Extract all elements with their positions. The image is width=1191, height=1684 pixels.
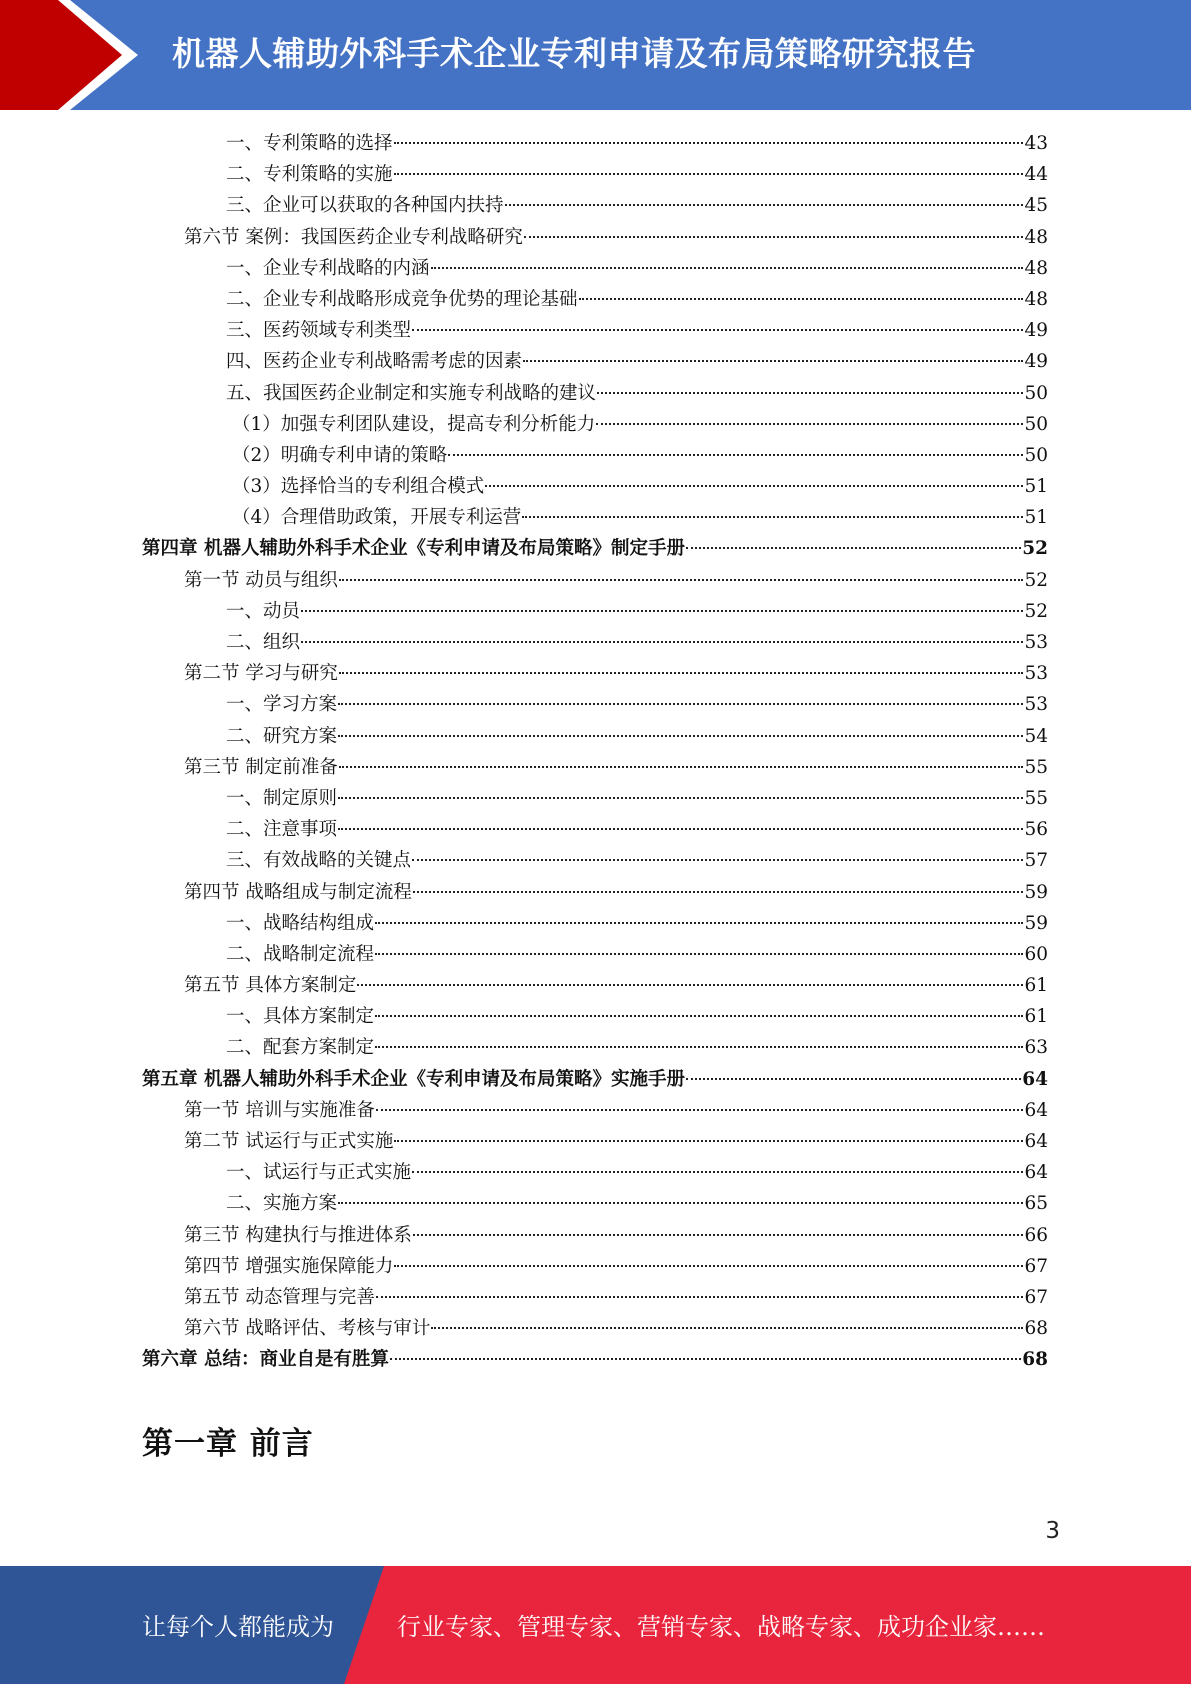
- toc-entry-title: 二、注意事项: [226, 819, 338, 841]
- toc-entry[interactable]: [142, 845, 1048, 876]
- toc-entry-page: 44: [1024, 164, 1048, 186]
- toc-entry[interactable]: [142, 1251, 1048, 1282]
- toc-dot-leader: [376, 1109, 1024, 1111]
- toc-entry[interactable]: [142, 1344, 1048, 1375]
- toc-entry[interactable]: [142, 627, 1048, 658]
- toc-dot-leader: [390, 1358, 1021, 1360]
- toc-dot-leader: [301, 641, 1023, 643]
- toc-entry-page: 50: [1024, 413, 1048, 435]
- toc-entry-page: 54: [1024, 725, 1048, 747]
- page-number: 3: [1045, 1518, 1060, 1544]
- page-header: [0, 0, 1191, 110]
- toc-entry-title: 三、有效战略的关键点: [226, 850, 412, 872]
- toc-dot-leader: [339, 579, 1024, 581]
- toc-entry-title: （4）合理借助政策，开展专利运营: [232, 507, 522, 529]
- toc-entry[interactable]: [142, 939, 1048, 970]
- toc-dot-leader: [524, 236, 1024, 238]
- toc-entry-page: 45: [1024, 195, 1048, 217]
- toc-dot-leader: [596, 423, 1023, 425]
- toc-dot-leader: [523, 360, 1023, 362]
- toc-dot-leader: [448, 454, 1023, 456]
- toc-entry[interactable]: [142, 315, 1048, 346]
- toc-dot-leader: [338, 703, 1023, 705]
- toc-dot-leader: [375, 922, 1023, 924]
- toc-dot-leader: [686, 1078, 1021, 1080]
- toc-entry[interactable]: [142, 565, 1048, 596]
- toc-entry-title: 第六章 总结：商业自是有胜算: [142, 1349, 389, 1371]
- table-of-contents: [142, 128, 1048, 1376]
- toc-entry-title: 二、研究方案: [226, 725, 338, 747]
- toc-entry[interactable]: [142, 752, 1048, 783]
- toc-dot-leader: [686, 547, 1021, 549]
- toc-entry[interactable]: [142, 409, 1048, 440]
- toc-entry[interactable]: [142, 1313, 1048, 1344]
- toc-dot-leader: [579, 298, 1024, 300]
- toc-dot-leader: [338, 1202, 1023, 1204]
- toc-entry-title: 四、医药企业专利战略需考虑的因素: [226, 351, 523, 373]
- toc-dot-leader: [412, 329, 1023, 331]
- toc-dot-leader: [357, 984, 1023, 986]
- toc-entry[interactable]: [142, 783, 1048, 814]
- toc-entry[interactable]: [142, 596, 1048, 627]
- toc-entry-title: 二、战略制定流程: [226, 943, 375, 965]
- toc-dot-leader: [375, 953, 1023, 955]
- toc-entry-title: （2）明确专利申请的策略: [232, 444, 448, 466]
- toc-entry-page: 63: [1024, 1037, 1048, 1059]
- toc-dot-leader: [394, 173, 1024, 175]
- toc-entry[interactable]: [142, 1282, 1048, 1313]
- toc-entry-title: 第五节 具体方案制定: [184, 975, 357, 997]
- toc-entry[interactable]: [142, 222, 1048, 253]
- toc-entry[interactable]: [142, 128, 1048, 159]
- toc-entry[interactable]: [142, 1095, 1048, 1126]
- toc-entry-page: 64: [1022, 1068, 1048, 1090]
- toc-entry-page: 67: [1024, 1286, 1048, 1308]
- toc-entry-title: 第五章 机器人辅助外科手术企业《专利申请及布局策略》实施手册: [142, 1068, 685, 1090]
- toc-entry-page: 61: [1024, 1006, 1048, 1028]
- toc-entry-page: 50: [1024, 382, 1048, 404]
- toc-entry-page: 68: [1022, 1349, 1048, 1371]
- toc-entry-page: 53: [1024, 663, 1048, 685]
- toc-entry-title: 一、动员: [226, 600, 301, 622]
- toc-dot-leader: [338, 828, 1023, 830]
- toc-dot-leader: [394, 142, 1024, 144]
- toc-entry[interactable]: [142, 502, 1048, 533]
- toc-entry[interactable]: [142, 159, 1048, 190]
- toc-entry-page: 48: [1024, 226, 1048, 248]
- toc-dot-leader: [485, 485, 1023, 487]
- toc-entry-page: 67: [1024, 1255, 1048, 1277]
- toc-entry[interactable]: [142, 1188, 1048, 1219]
- toc-entry[interactable]: [142, 1032, 1048, 1063]
- toc-entry[interactable]: [142, 877, 1048, 908]
- footer-slogan-right: 行业专家、管理专家、营销专家、战略专家、成功企业家……: [397, 1613, 1045, 1641]
- toc-entry-page: 53: [1024, 632, 1048, 653]
- toc-dot-leader: [505, 204, 1024, 206]
- toc-entry[interactable]: [142, 1064, 1048, 1095]
- toc-entry-page: 59: [1024, 912, 1048, 934]
- toc-entry-title: 第五节 动态管理与完善: [184, 1286, 375, 1308]
- toc-dot-leader: [394, 1265, 1023, 1267]
- toc-dot-leader: [431, 267, 1024, 269]
- toc-entry-title: 第二节 学习与研究: [184, 663, 338, 685]
- toc-entry-title: 第一节 培训与实施准备: [184, 1099, 375, 1121]
- toc-entry[interactable]: [142, 814, 1048, 845]
- toc-entry-page: 50: [1024, 444, 1048, 466]
- toc-entry-page: 49: [1024, 320, 1048, 342]
- toc-entry-title: 第六节 战略评估、考核与审计: [184, 1318, 431, 1340]
- toc-entry-page: 65: [1024, 1193, 1048, 1215]
- toc-entry-title: 二、专利策略的实施: [226, 164, 393, 186]
- toc-entry[interactable]: [142, 253, 1048, 284]
- toc-entry[interactable]: [142, 1126, 1048, 1157]
- toc-dot-leader: [431, 1327, 1023, 1329]
- toc-entry-page: 52: [1022, 538, 1048, 560]
- toc-dot-leader: [413, 891, 1024, 893]
- toc-entry-title: 第一节 动员与组织: [184, 569, 338, 591]
- toc-entry-title: 第四节 增强实施保障能力: [184, 1255, 394, 1277]
- toc-entry-title: 三、医药领域专利类型: [226, 320, 412, 342]
- toc-entry-page: 61: [1024, 975, 1048, 997]
- toc-entry-page: 68: [1024, 1318, 1048, 1340]
- toc-entry-title: 二、实施方案: [226, 1193, 338, 1215]
- toc-entry-page: 55: [1024, 787, 1048, 809]
- toc-entry-title: 第六节 案例：我国医药企业专利战略研究: [184, 226, 523, 248]
- toc-entry[interactable]: [142, 1220, 1048, 1251]
- toc-entry-page: 57: [1024, 850, 1048, 872]
- toc-entry[interactable]: [142, 533, 1048, 564]
- toc-entry-title: 一、具体方案制定: [226, 1006, 375, 1028]
- toc-entry-page: 64: [1024, 1099, 1048, 1121]
- toc-entry-title: （3）选择恰当的专利组合模式: [232, 476, 485, 498]
- toc-entry-title: 第三节 构建执行与推进体系: [184, 1224, 412, 1246]
- toc-dot-leader: [339, 672, 1024, 674]
- toc-entry[interactable]: [142, 471, 1048, 502]
- toc-entry[interactable]: [142, 721, 1048, 752]
- toc-dot-leader: [597, 392, 1023, 394]
- toc-dot-leader: [412, 859, 1023, 861]
- toc-entry-title: （1）加强专利团队建设，提高专利分析能力: [232, 413, 596, 435]
- toc-entry-title: 一、企业专利战略的内涵: [226, 257, 430, 279]
- toc-entry-title: 第四节 战略组成与制定流程: [184, 881, 412, 903]
- toc-entry-title: 第二节 试运行与正式实施: [184, 1131, 394, 1152]
- toc-dot-leader: [412, 1171, 1023, 1173]
- toc-entry-page: 66: [1024, 1224, 1048, 1246]
- toc-dot-leader: [375, 1046, 1023, 1048]
- toc-entry-title: 二、企业专利战略形成竞争优势的理论基础: [226, 288, 578, 310]
- toc-entry-title: 二、配套方案制定: [226, 1037, 375, 1059]
- toc-entry[interactable]: [142, 284, 1048, 315]
- toc-entry-title: 第四章 机器人辅助外科手术企业《专利申请及布局策略》制定手册: [142, 538, 685, 560]
- toc-entry-title: 第三节 制定前准备: [184, 756, 338, 778]
- toc-entry[interactable]: [142, 1001, 1048, 1032]
- toc-entry[interactable]: [142, 346, 1048, 377]
- toc-entry-page: 43: [1024, 133, 1048, 154]
- chapter-heading: 第一章 前言: [142, 1426, 314, 1462]
- toc-entry-page: 56: [1024, 819, 1048, 841]
- toc-entry-page: 52: [1024, 600, 1048, 622]
- toc-entry-page: 53: [1024, 694, 1048, 716]
- toc-entry-page: 64: [1024, 1131, 1048, 1152]
- toc-entry[interactable]: [142, 970, 1048, 1001]
- toc-entry-page: 55: [1024, 756, 1048, 778]
- toc-dot-leader: [338, 797, 1023, 799]
- toc-entry-page: 51: [1024, 476, 1048, 498]
- toc-dot-leader: [522, 516, 1023, 518]
- toc-entry-page: 64: [1024, 1162, 1048, 1184]
- toc-dot-leader: [376, 1296, 1024, 1298]
- toc-dot-leader: [301, 610, 1023, 612]
- toc-entry[interactable]: [142, 689, 1048, 720]
- footer-slogan-left: 让每个人都能成为: [142, 1613, 334, 1641]
- toc-entry-title: 一、试运行与正式实施: [226, 1162, 412, 1184]
- toc-entry-page: 52: [1024, 569, 1048, 591]
- toc-entry[interactable]: [142, 1157, 1048, 1188]
- toc-dot-leader: [413, 1234, 1024, 1236]
- report-title: 机器人辅助外科手术企业专利申请及布局策略研究报告: [172, 34, 976, 73]
- toc-dot-leader: [375, 1015, 1023, 1017]
- toc-entry-title: 一、专利策略的选择: [226, 133, 393, 154]
- toc-entry-title: 二、组织: [226, 632, 301, 653]
- toc-dot-leader: [338, 735, 1023, 737]
- page-footer: [0, 1566, 1191, 1684]
- toc-dot-leader: [394, 1140, 1023, 1142]
- toc-dot-leader: [339, 766, 1024, 768]
- toc-entry-page: 48: [1024, 257, 1048, 279]
- toc-entry-title: 三、企业可以获取的各种国内扶持: [226, 195, 504, 217]
- toc-entry-title: 一、制定原则: [226, 787, 338, 809]
- toc-entry[interactable]: [142, 190, 1048, 221]
- toc-entry-page: 60: [1024, 943, 1048, 965]
- toc-entry-title: 一、战略结构组成: [226, 912, 375, 934]
- toc-entry-page: 51: [1024, 507, 1048, 529]
- toc-entry[interactable]: [142, 378, 1048, 409]
- toc-entry[interactable]: [142, 440, 1048, 471]
- toc-entry-title: 五、我国医药企业制定和实施专利战略的建议: [226, 382, 597, 404]
- toc-entry-title: 一、学习方案: [226, 694, 338, 716]
- toc-entry[interactable]: [142, 908, 1048, 939]
- toc-entry-page: 49: [1024, 351, 1048, 373]
- toc-entry-page: 59: [1024, 881, 1048, 903]
- toc-entry[interactable]: [142, 658, 1048, 689]
- toc-entry-page: 48: [1024, 288, 1048, 310]
